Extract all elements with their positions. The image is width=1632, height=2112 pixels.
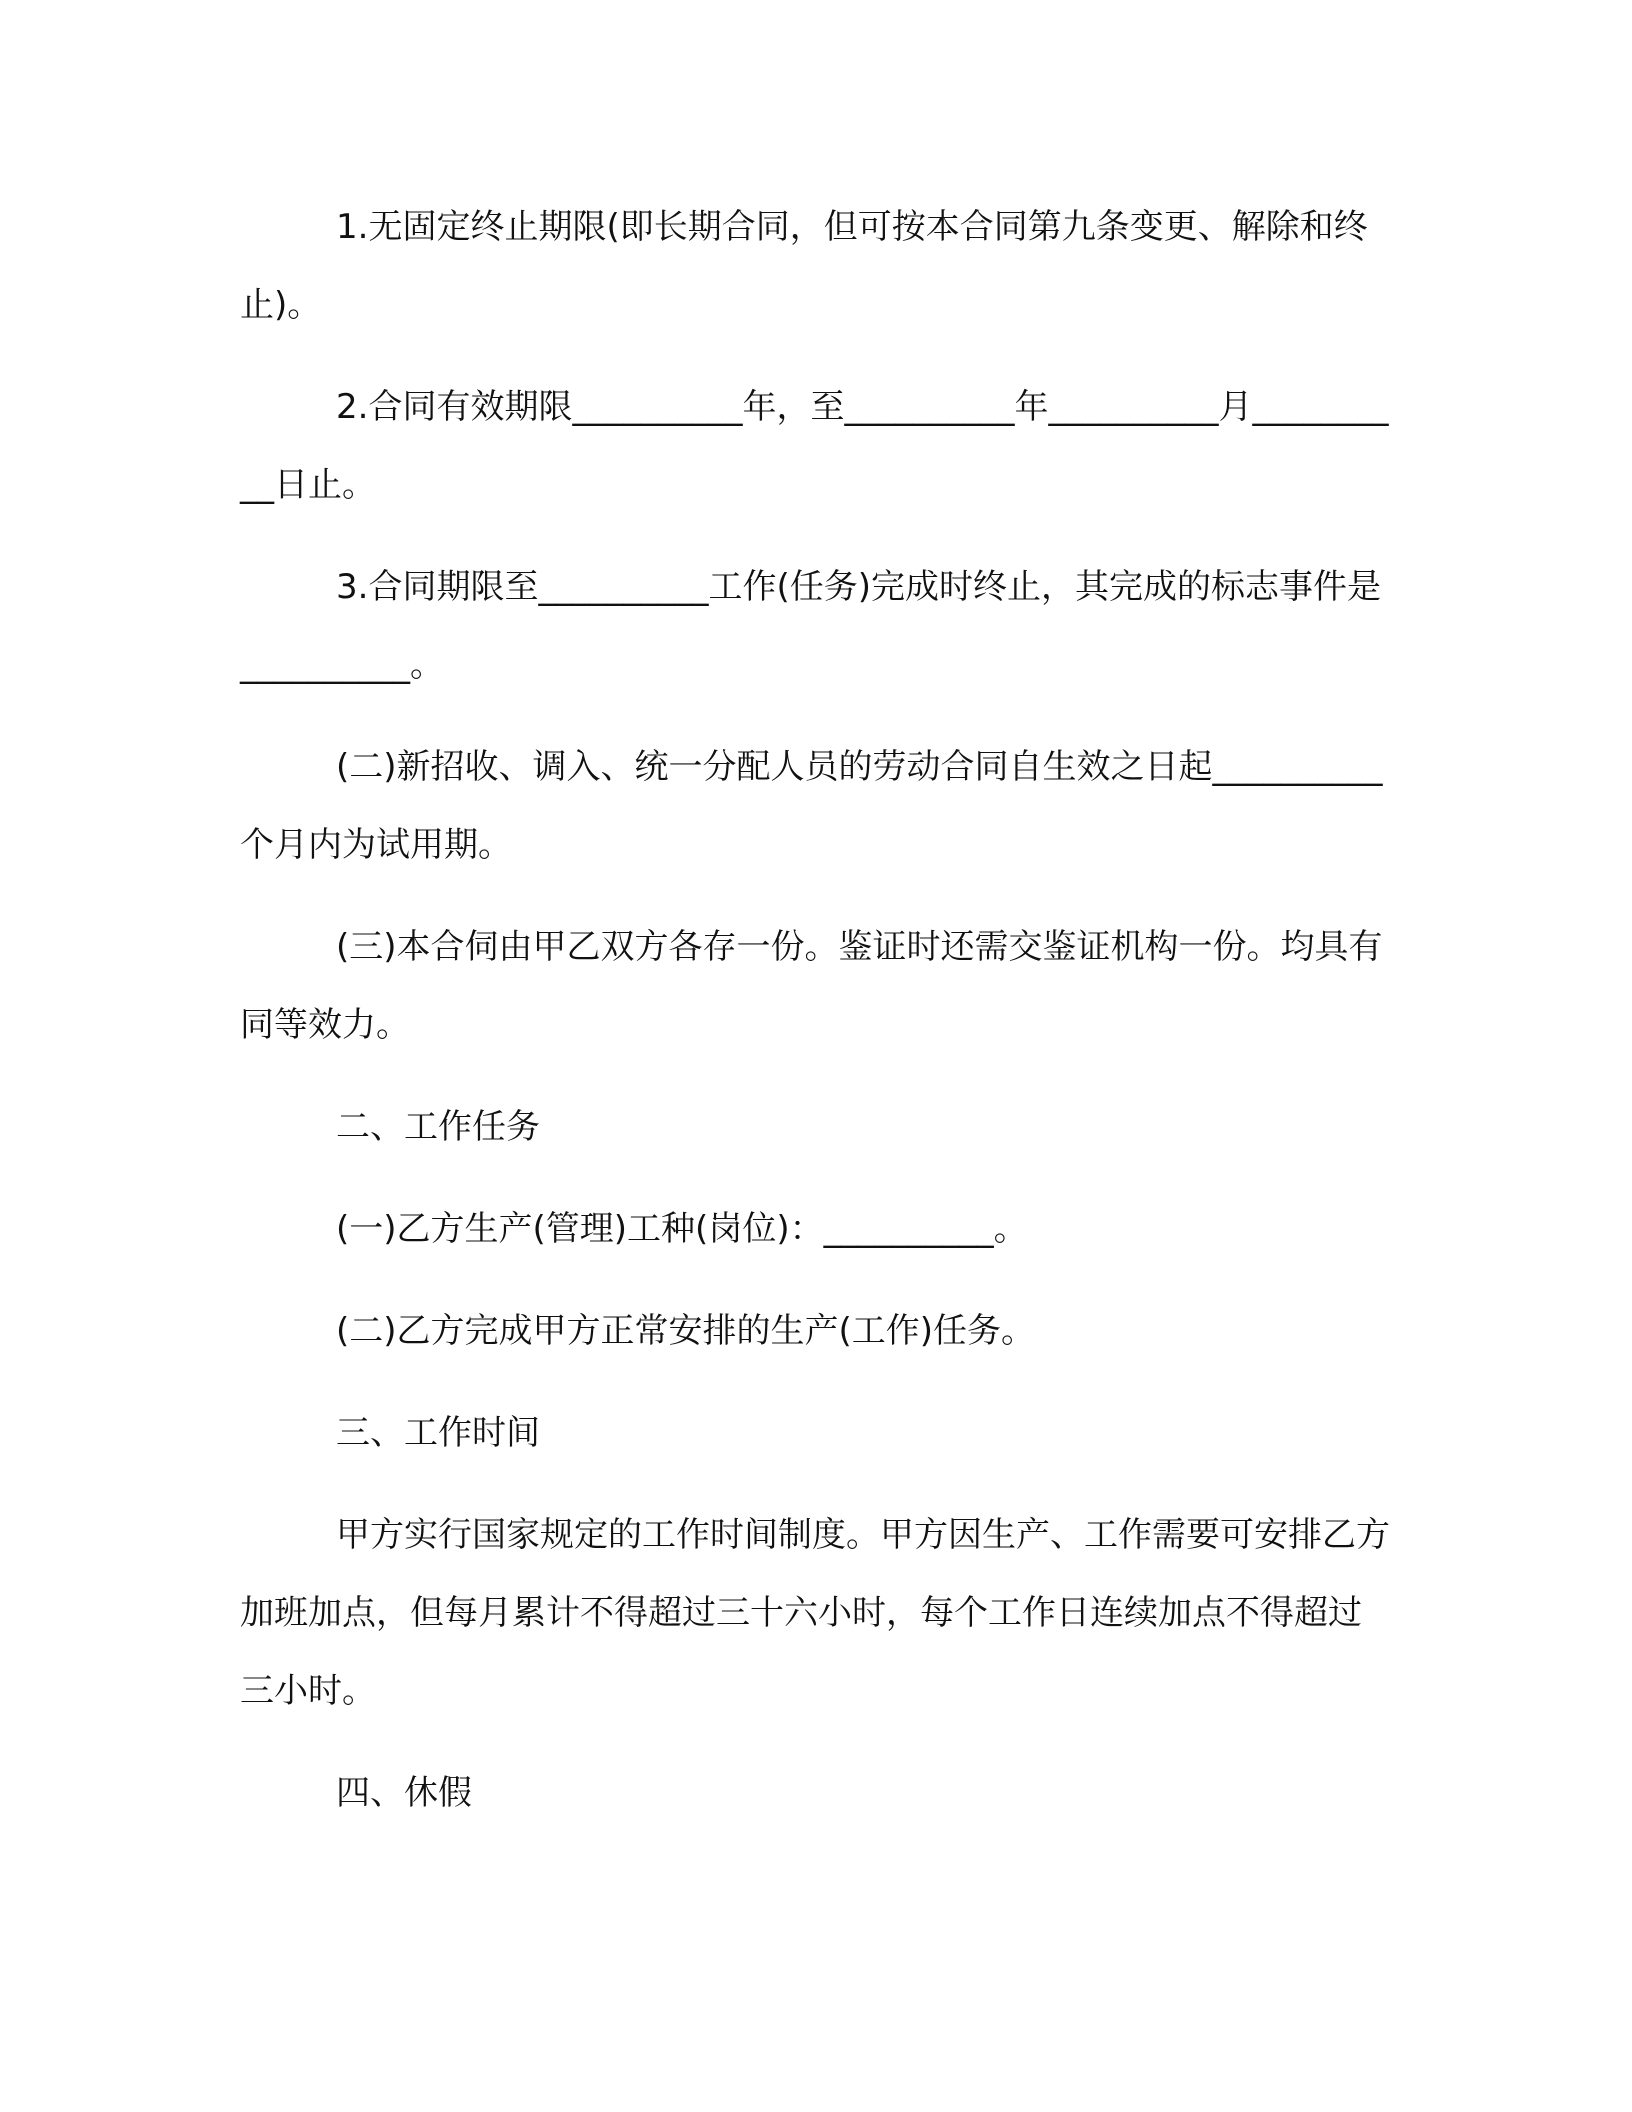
document-body (240, 188, 1390, 1856)
section-heading-work-tasks: 二、工作任务 (336, 1107, 540, 1147)
section-heading-work-hours: 三、工作时间 (336, 1413, 540, 1453)
section-heading-vacation: 四、休假 (336, 1773, 472, 1813)
clause-production-tasks: (二)乙方完成甲方正常安排的生产(工作)任务。 (336, 1311, 1036, 1351)
clause-term-task: 3.合同期限至__________工作(任务)完成时终止，其完成的标志事件是__________。 (240, 567, 1381, 685)
clause-copies: (三)本合伺由甲乙双方各存一份。鉴证时还需交鉴证机构一份。均具有同等效力。 (240, 927, 1383, 1045)
clause-job-position: (一)乙方生产(管理)工种(岗位)：__________。 (336, 1209, 1028, 1249)
clause-working-time: 甲方实行国家规定的工作时间制度。甲方因生产、工作需要可安排乙方加班加点，但每月累计不得超过三十六小时，每个工作日连续加点不得超过三小时。 (240, 1515, 1390, 1711)
clause-term-indefinite: 1.无固定终止期限(即长期合同，但可按本合同第九条变更、解除和终止)。 (240, 207, 1368, 325)
clause-term-fixed: 2.合同有效期限__________年，至__________年__________月__________日止。 (240, 387, 1389, 505)
clause-probation: (二)新招收、调入、统一分配人员的劳动合同自生效之日起__________个月内为试用期。 (240, 747, 1383, 865)
